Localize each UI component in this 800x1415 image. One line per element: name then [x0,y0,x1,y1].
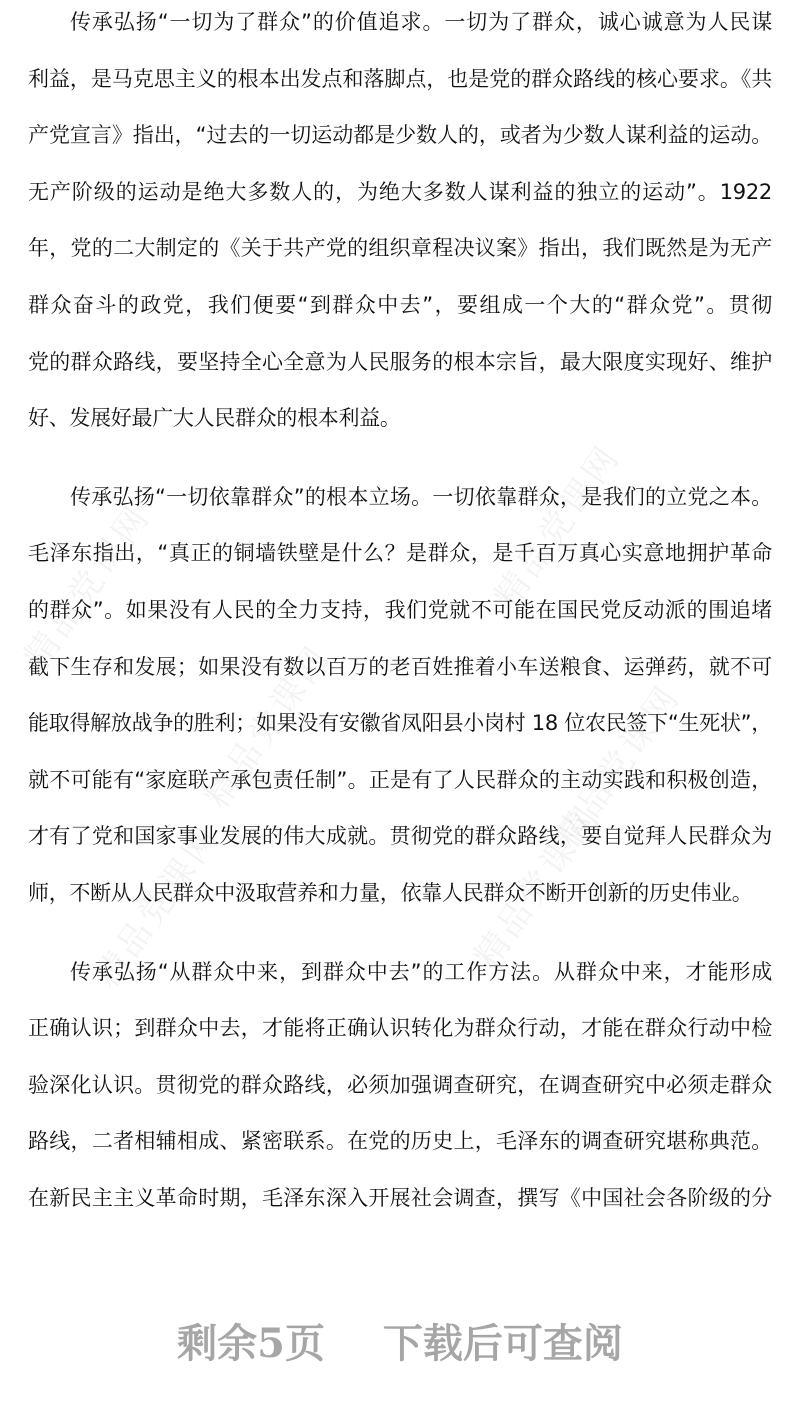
paragraph [28,0,772,447]
text-line: 验深化认识。贯彻党的群众路线，必须加强调查研究，在调查研究中必须走群众 [28,1072,772,1097]
text-line: 年，党的二大制定的《关于共产党的组织章程决议案》指出，我们既然是为无产 [28,236,772,261]
text-line: 路线，二者相辅相成、紧密联系。在党的历史上，毛泽东的调查研究堪称典范。 [28,1129,772,1154]
text-line: 截下生存和发展；如果没有数以百万的老百姓推着小车送粮食、运弹药，就不可 [28,654,772,679]
watermark: 精品党课网 [16,497,159,676]
text-line: 毛泽东指出，“真正的铜墙铁壁是什么？是群众，是千百万真心实意地拥护革命 [28,541,772,566]
text-line: 群众奋斗的政党，我们便要“到群众中去”，要组成一个大的“群众党”。贯彻 [28,292,772,317]
download-to-view-label[interactable]: 下载后可查阅 [382,1320,623,1367]
watermark: 精品党课网 [466,797,609,976]
text-line: 就不可能有“家庭联产承包责任制”。正是有了人民群众的主动实践和积极创造， [28,767,772,792]
text-line: 利益，是马克思主义的根本出发点和落脚点，也是党的群众路线的核心要求。《共 [28,66,772,91]
paragraph [28,469,772,922]
text-line: 传承弘扬“一切依靠群众”的根本立场。一切依靠群众，是我们的立党之本。 [70,484,772,509]
text-line: 在新民主主义革命时期，毛泽东深入开展社会调查，撰写《中国社会各阶级的分 [28,1185,772,1210]
watermark: 精品党课网 [196,637,339,816]
remaining-pages-label: 剩余5页 [177,1320,325,1367]
document-body [28,0,772,1226]
watermark: 精品党课网 [486,437,629,616]
download-prompt-banner[interactable] [0,1312,800,1369]
text-line: 师，不断从人民群众中汲取营养和力量，依靠人民群众不断开创新的历史伟业。 [28,880,753,905]
text-line: 产党宣言》指出，“过去的一切运动都是少数人的，或者为少数人谋利益的运动。 [28,123,772,148]
text-line: 传承弘扬“从群众中来，到群众中去”的工作方法。从群众中来，才能形成 [70,959,772,984]
text-line: 才有了党和国家事业发展的伟大成就。贯彻党的群众路线，要自觉拜人民群众为 [28,824,772,849]
watermark: 精品党课网 [86,817,229,996]
text-line: 正确认识；到群众中去，才能将正确认识转化为群众行动，才能在群众行动中检 [28,1016,772,1041]
text-line: 传承弘扬“一切为了群众”的价值追求。一切为了群众，诚心诚意为人民谋 [70,10,772,34]
text-line: 党的群众路线，要坚持全心全意为人民服务的根本宗旨，最大限度实现好、维护 [28,349,772,374]
text-line: 无产阶级的运动是绝大多数人的，为绝大多数人谋利益的独立的运动”。1922 [28,179,772,204]
text-line: 能取得解放战争的胜利；如果没有安徽省凤阳县小岗村 18 位农民签下“生死状”， [28,711,772,736]
text-line: 好、发展好最广大人民群众的根本利益。 [28,406,401,431]
text-line: 的群众”。如果没有人民的全力支持，我们党就不可能在国民党反动派的围追堵 [28,597,772,622]
watermark: 精品党课网 [546,677,689,856]
paragraph [28,944,772,1227]
